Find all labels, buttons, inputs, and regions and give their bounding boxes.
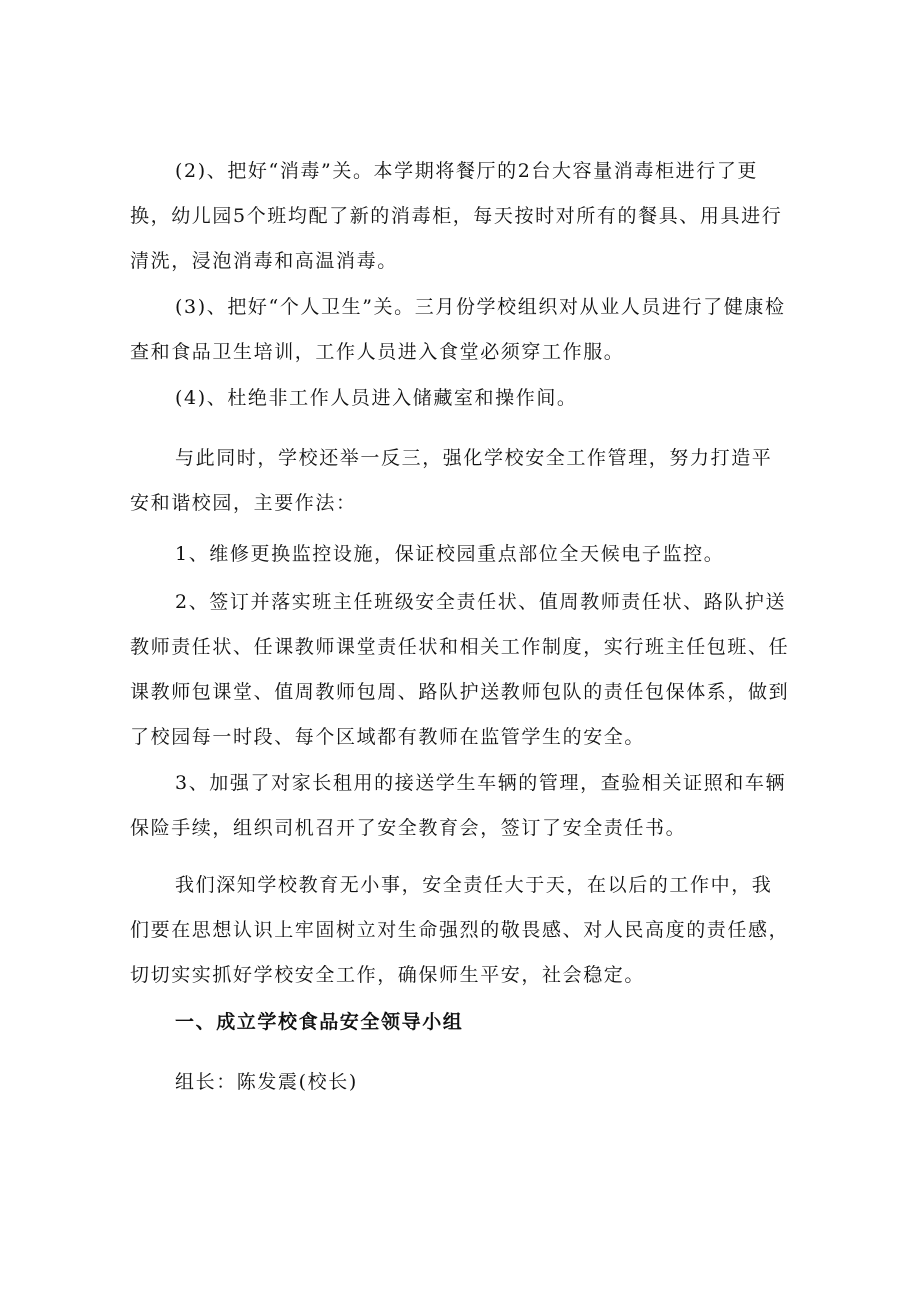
paragraph-personal-hygiene: (3)、把好“个人卫生”关。三月份学校组织对从业人员进行了健康检查和食品卫生培训，工作人员进入食堂必须穿工作服。 [130, 296, 786, 363]
section-heading: 一、成立学校食品安全领导小组 [175, 1011, 464, 1033]
paragraph-meanwhile: 与此同时，学校还举一反三，强化学校安全工作管理，努力打造平安和谐校园，主要作法： [130, 447, 773, 514]
paragraph-no-entry: (4)、杜绝非工作人员进入储藏室和操作间。 [175, 387, 578, 409]
paragraph-item-2: 2、签订并落实班主任班级安全责任状、值周教师责任状、路队护送教师责任状、任课教师课堂责任状和相关工作制度，实行班主任包班、任课教师包课堂、值周教师包周、路队护送教师包队的责任包保体系，做到了校园每一时段、每个区域都有教师在监管学生的安全。 [130, 591, 790, 748]
paragraph-item-1: 1、维修更换监控设施，保证校园重点部位全天候电子监控。 [175, 543, 725, 565]
paragraph-disinfection: (2)、把好“消毒”关。本学期将餐厅的2台大容量消毒柜进行了更换，幼儿园5个班均配了新的消毒柜，每天按时对所有的餐具、用具进行清洗，浸泡消毒和高温消毒。 [130, 160, 783, 272]
leader-line: 组长：陈发震(校长) [175, 1071, 358, 1093]
paragraph-conclusion: 我们深知学校教育无小事，安全责任大于天，在以后的工作中，我们要在思想认识上牢固树立对生命强烈的敬畏感、对人民高度的责任感，切切实实抓好学校安全工作，确保师生平安，社会稳定。 [130, 874, 790, 986]
paragraph-item-3: 3、加强了对家长租用的接送学生车辆的管理，查验相关证照和车辆保险手续，组织司机召开了安全教育会，签订了安全责任书。 [130, 772, 787, 839]
